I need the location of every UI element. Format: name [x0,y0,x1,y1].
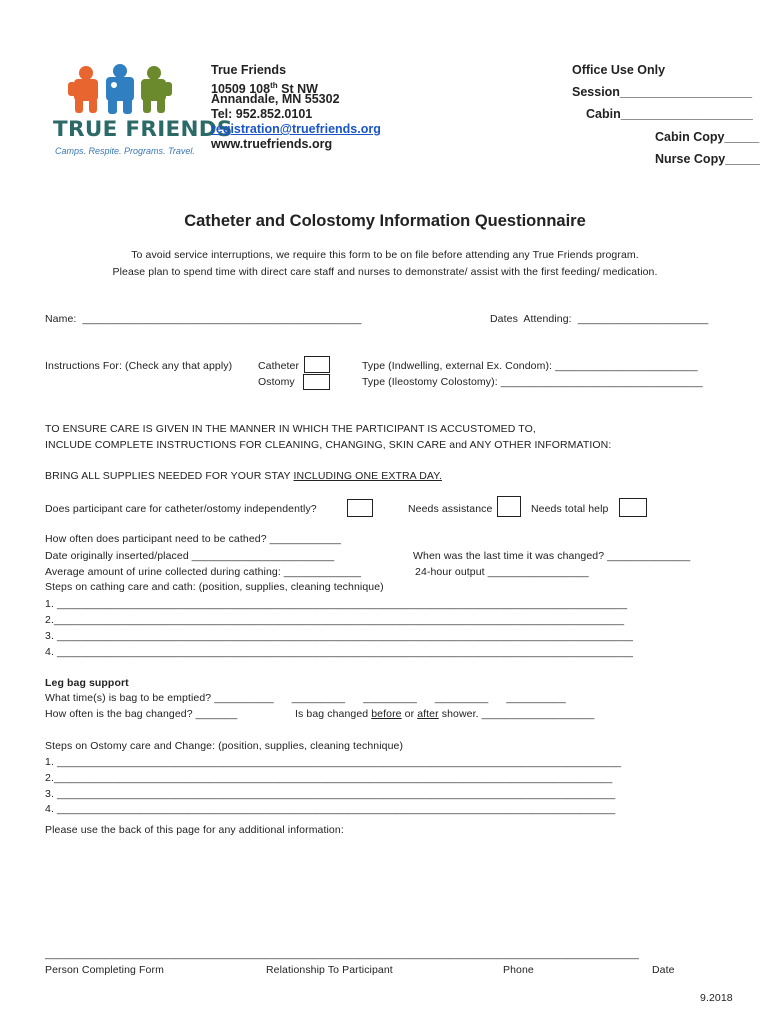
form-version: 9.2018 [700,992,733,1004]
office-cabin-field[interactable]: Cabin___________________ [586,107,753,121]
independent-care-checkbox[interactable] [347,499,373,517]
bag-change-frequency-field[interactable]: How often is the bag changed? _______ [45,708,238,720]
ostomy-step-1-field[interactable]: 1. _______________________________________________________________________________________________ [45,756,622,768]
logo-brand: TRUE FRIENDS [53,117,233,142]
date-inserted-field[interactable]: Date originally inserted/placed ________________________ [45,550,335,562]
after-option: after [417,708,439,720]
org-website: www.truefriends.org [211,137,333,151]
logo [48,60,233,160]
org-address-number: 10509 108 [211,82,271,97]
relationship-label: Relationship To Participant [266,964,393,976]
needs-assistance-label: Needs assistance [408,503,493,515]
org-name: True Friends [211,63,287,77]
office-heading: Office Use Only [572,63,666,77]
cath-step-4-field[interactable]: 4. _________________________________________________________________________________________________ [45,646,634,658]
needs-total-help-label: Needs total help [531,503,609,515]
bring-supplies-prefix: BRING ALL SUPPLIES NEEDED FOR YOUR STAY [45,470,294,482]
ostomy-step-3-field[interactable]: 3. ______________________________________________________________________________________________ [45,788,616,800]
page-title: Catheter and Colostomy Information Questionnaire [184,212,586,230]
dates-attending-field[interactable]: Dates Attending: ______________________ [490,313,709,325]
org-address-suffix: th [270,81,278,90]
cath-step-2-field[interactable]: 2.________________________________________________________________________________________________ [45,614,625,626]
cath-step-1-field[interactable]: 1. ________________________________________________________________________________________________ [45,598,628,610]
cath-step-3-field[interactable]: 3. _________________________________________________________________________________________________ [45,630,634,642]
independent-care-label: Does participant care for catheter/ostomy independently? [45,503,317,515]
leg-bag-heading: Leg bag support [45,677,129,689]
ostomy-label: Ostomy [258,376,295,388]
logo-tagline: Camps. Respite. Programs. Travel. [55,146,195,156]
people-logo-icon [48,60,198,120]
last-changed-field[interactable]: When was the last time it was changed? ______________ [413,550,691,562]
bring-supplies-note [45,470,442,483]
ensure-care-line-2: INCLUDE COMPLETE INSTRUCTIONS FOR CLEANING, CHANGING, SKIN CARE and ANY OTHER INFORMATION: [45,439,612,451]
phone-label: Phone [503,964,534,976]
catheter-label: Catheter [258,360,300,372]
intro-line-1: To avoid service interruptions, we require this form to be on file before attending any True Friends program. [131,249,639,261]
hour24-output-field[interactable]: 24-hour output _________________ [415,566,589,578]
ostomy-steps-heading: Steps on Ostomy care and Change: (position, supplies, cleaning technique) [45,740,404,752]
signature-line[interactable]: ____________________________________________________________________________________________________ [45,948,639,960]
intro-line-2: Please plan to spend time with direct care staff and nurses to demonstrate/ assist with the first feeding/ medication. [112,266,658,278]
org-email-link[interactable]: registration@truefriends.org [211,122,381,136]
date-label: Date [652,964,675,976]
before-option: before [371,708,402,720]
bag-emptied-times-field[interactable]: What time(s) is bag to be emptied? __________ _________ _________ _________ __________ [45,692,566,704]
bring-supplies-extra-day: INCLUDING ONE EXTRA DAY. [293,470,442,482]
ostomy-step-4-field[interactable]: 4. ______________________________________________________________________________________________ [45,803,616,815]
average-urine-field[interactable]: Average amount of urine collected during cathing: _____________ [45,566,362,578]
cath-frequency-field[interactable]: How often does participant need to be cathed? ____________ [45,533,341,545]
needs-total-help-checkbox[interactable] [619,498,647,517]
office-nurse-copy-field[interactable]: Nurse Copy_____ [655,152,760,166]
instructions-for-label: Instructions For: (Check any that apply) [45,360,233,372]
org-tel: Tel: 952.852.0101 [211,107,313,121]
office-cabin-copy-field[interactable]: Cabin Copy_____ [655,130,760,144]
type-ileostomy-field[interactable]: Type (Ileostomy Colostomy): __________________________________ [362,376,703,388]
or-text: or [401,708,418,720]
back-of-page-note: Please use the back of this page for any additional information: [45,824,344,836]
office-session-field[interactable]: Session___________________ [572,85,753,99]
org-city: Annandale, MN 55302 [211,92,340,106]
cath-steps-heading: Steps on cathing care and cath: (position, supplies, cleaning technique) [45,581,384,593]
bag-changed-suffix: shower. ___________________ [438,708,595,720]
type-indwelling-field[interactable]: Type (Indwelling, external Ex. Condom): ________________________ [362,360,698,372]
bag-changed-prefix: Is bag changed [295,708,372,720]
name-field[interactable]: Name: _______________________________________________ [45,313,362,325]
needs-assistance-checkbox[interactable] [497,496,521,517]
person-completing-label: Person Completing Form [45,964,164,976]
ensure-care-line-1: TO ENSURE CARE IS GIVEN IN THE MANNER IN WHICH THE PARTICIPANT IS ACCUSTOMED TO, [45,423,536,435]
catheter-checkbox[interactable] [304,356,330,373]
bag-changed-before-after-field[interactable] [295,708,594,721]
ostomy-step-2-field[interactable]: 2.______________________________________________________________________________________________ [45,772,613,784]
ostomy-checkbox[interactable] [303,374,330,390]
org-address-street: St NW [277,82,318,97]
